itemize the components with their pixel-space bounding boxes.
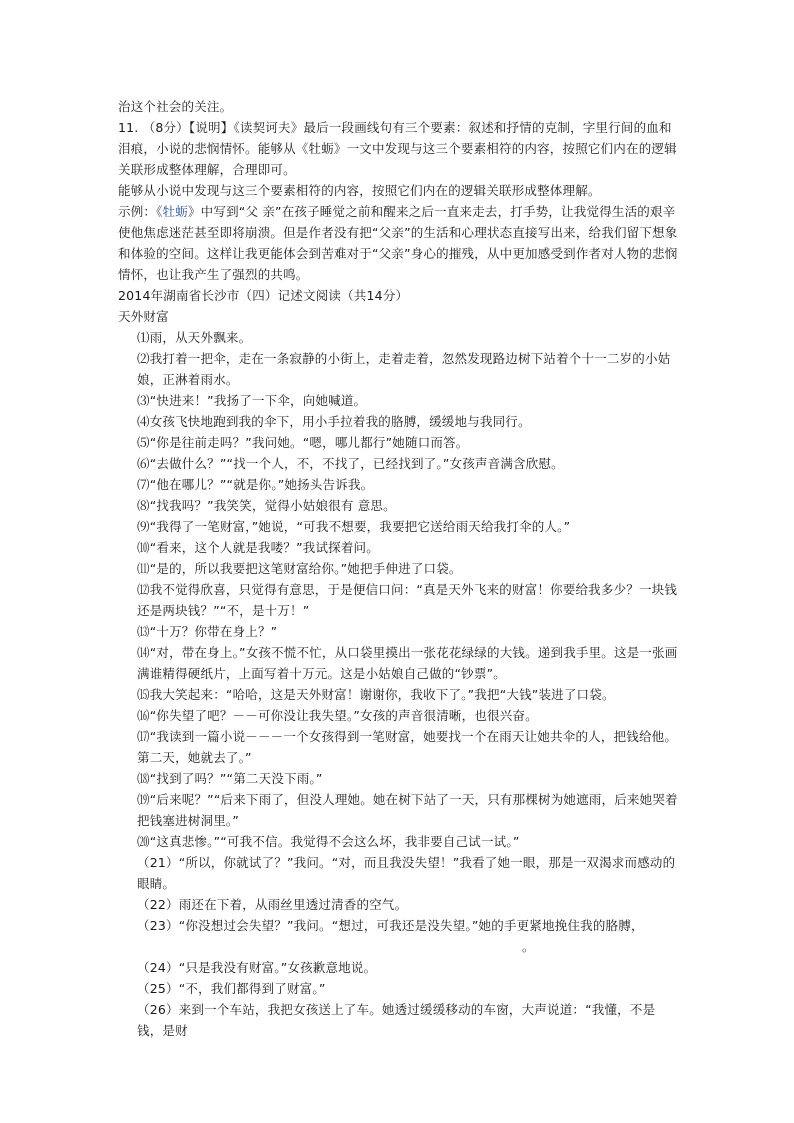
blank-answer-line [118,936,678,957]
example-prefix: 示例：《 [118,204,163,219]
oyster-link[interactable]: 牡蛎 [162,204,188,219]
paragraph-8: ⑻“找我吗？”我笑笑，觉得小姑娘很有 意思。 [137,498,396,513]
paragraph-6: ⑹“去做什么？”“找一个人，不，不找了，已经找到了。”女孩声音满含欣慰。 [137,456,564,471]
blank-period: 。 [522,939,535,954]
paragraph-15: ⒂我大笑起来：“哈哈，这是天外财富！谢谢你，我收下了。”我把“大钱”装进了口袋。 [137,687,615,702]
paragraph-18: ⒅“找到了吗？”“第二天没下雨。” [137,771,323,786]
paragraph-19: ⒆“后来呢？”“后来下雨了，但没人理她。她在树下站了一天，只有那棵树为她遮雨，后来她哭着把钱塞进树洞里。” [137,792,678,828]
paragraph-12: ⑿我不觉得欣喜，只觉得有意思，于是便信口问：“真是天外飞来的财富！你要给我多少？一块钱还是两块钱？”“不，是十万！” [137,582,678,618]
paragraph-26: （26）来到一个车站，我把女孩送上了车。她透过缓缓移动的车窗，大声说道：“我懂，不是钱，是财 [137,1002,656,1038]
paragraph-21: （21）“所以，你就试了？”我问。“对，而且我没失望！”我看了她一眼，那是一双渴求而感动的眼睛。 [137,855,676,891]
paragraph-10: ⑽“看来，这个人就是我喽？”我试探着问。 [137,540,379,555]
paragraph-23: （23）“你没想过会失望？”我问。“想过，可我还是没失望。”她的手更紧地挽住我的胳膊， [137,918,644,933]
paragraph-25: （25）“不，我们都得到了财富。” [137,981,326,996]
answer-11-explanation: 11. （8分）【说明】《读契诃夫》最后一段画线句有三个要素：叙述和抒情的克制，字里行间的血和泪痕，小说的悲悯情怀。能够从《牡蛎》一文中发现与这三个要素相符的内容，按照它们内在的逻辑关联形成整体理解，合理即可。 [118,120,677,177]
paragraph-11: ⑾“是的，所以我要把这笔财富给你。”她把手伸进了口袋。 [137,561,462,576]
paragraph-2: ⑵我打着一把伞，走在一条寂静的小街上，走着走着，忽然发现路边树下站着个十一二岁的小姑娘，正淋着雨水。 [137,351,671,387]
paragraph-5: ⑸“你是往前走吗？”我问她。“嗯，哪儿都行”她随口而答。 [137,435,469,450]
paragraph-3: ⑶“快进来！”我扬了一下伞，向她喊道。 [137,393,367,408]
paragraph-1: ⑴雨，从天外飘来。 [137,330,252,345]
example-body: 》中写到“父 亲”在孩子睡觉之前和醒来之后一直来走去，打手势，让我觉得生活的艰辛使他焦虑迷茫甚至即将崩溃。但是作者没有把“父亲”的生活和心理状态直接写出来，给我们留下想象和体验的空间。这样让我更能体会到苦难对于“父亲”身心的摧残，从中更加感受到作者对人物的悲悯情怀，也让我产生了强烈的共鸣。 [118,204,678,282]
story-title: 天外财富 [118,309,169,324]
paragraph-22: （22）雨还在下着，从雨丝里透过清香的空气。 [137,897,408,912]
paragraph-24: （24）“只是我没有财富。”女孩歉意地说。 [137,960,377,975]
paragraph-17: ⒄“我读到一篇小说－－－一个女孩得到一笔财富，她要找一个在雨天让她共伞的人，把钱给他。第二天，她就去了。” [137,729,678,765]
paragraph-4: ⑷女孩飞快地跑到我的伞下，用小手拉着我的胳膊，缓缓地与我同行。 [137,414,531,429]
section-heading: 2014年湖南省长沙市（四）记述文阅读（共14分） [118,288,409,303]
paragraph-14: ⒁“对，带在身上。”女孩不慌不忙，从口袋里摸出一张花花绿绿的大钱。递到我手里。这是一张画满谁精得硬纸片，上面写着十万元。这是小姑娘自己做的“钞票”。 [137,645,678,681]
paragraph-13: ⒀“十万？你带在身上？” [137,624,278,639]
answer-11-example [118,201,678,285]
document-body [118,96,678,1041]
answer-11-summary: 能够从小说中发现与这三个要素相符的内容，按照它们内在的逻辑关联形成整体理解。 [118,183,601,198]
paragraph-7: ⑺“他在哪儿？”“就是你。”她扬头告诉我。 [137,477,374,492]
paragraph-16: ⒃“你失望了吧？－－可你没让我失望。”女孩的声音很清晰，也很兴奋。 [137,708,538,723]
paragraph-20: ⒇“这真悲惨。”“可我不信。我觉得不会这么坏，我非要自己试一试。” [137,834,520,849]
answer-line-tail: 治这个社会的关注。 [118,99,233,114]
paragraph-9: ⑼“我得了一笔财富，”她说，“可我不想要，我要把它送给雨天给我打伞的人。” [137,519,571,534]
